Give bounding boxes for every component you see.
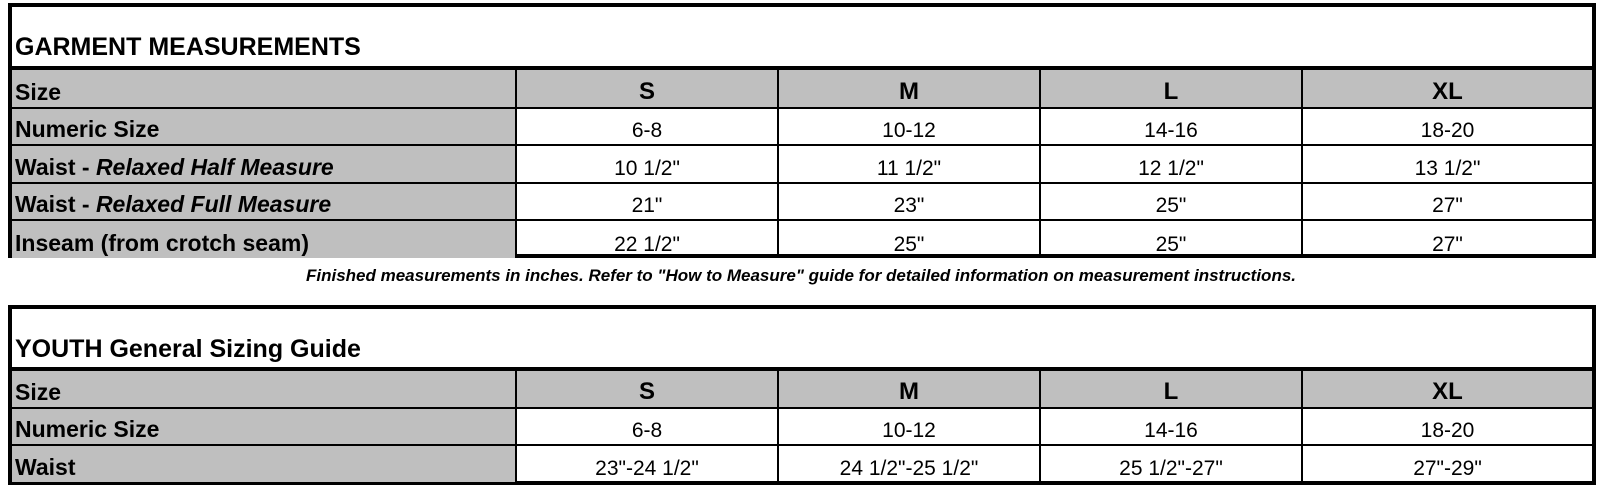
garment-size-m: M: [778, 70, 1040, 108]
garment-grid: [12, 70, 1592, 258]
table-cell: 25 1/2"-27": [1040, 445, 1302, 482]
table-cell: 6-8: [516, 108, 778, 146]
table-cell: 10-12: [778, 408, 1040, 445]
table-row: [12, 145, 1592, 183]
table-cell: 22 1/2": [516, 220, 778, 258]
garment-header-row: [12, 70, 1592, 108]
row-label-text: Waist -: [15, 153, 96, 180]
row-label: [12, 408, 516, 445]
row-label-text: Numeric Size: [15, 416, 160, 442]
row-label-text: Inseam (from crotch seam): [15, 229, 309, 256]
row-label-text: Waist: [15, 454, 76, 480]
table-cell: 18-20: [1302, 108, 1592, 146]
row-label-suffix: Relaxed Full Measure: [95, 191, 332, 218]
table-cell: 14-16: [1040, 108, 1302, 146]
table-row: [12, 445, 1592, 482]
table-row: [12, 108, 1592, 146]
table-cell: 11 1/2": [778, 145, 1040, 183]
row-label-suffix: Relaxed Half Measure: [95, 153, 334, 180]
garment-size-xl: XL: [1302, 70, 1592, 108]
table-cell: 6-8: [516, 408, 778, 445]
table-cell: 25": [778, 220, 1040, 258]
youth-size-l: L: [1040, 371, 1302, 408]
table-row: [12, 408, 1592, 445]
table-cell: 18-20: [1302, 408, 1592, 445]
table-cell: 24 1/2"-25 1/2": [778, 445, 1040, 482]
row-label-text: Waist -: [15, 191, 96, 218]
youth-size-s: S: [516, 371, 778, 408]
row-label: [12, 220, 516, 258]
table-cell: 23": [778, 183, 1040, 221]
youth-size-m: M: [778, 371, 1040, 408]
row-label-text: Numeric Size: [15, 116, 160, 143]
youth-grid: [12, 371, 1592, 482]
table-cell: 27": [1302, 220, 1592, 258]
table-cell: 14-16: [1040, 408, 1302, 445]
youth-size-xl: XL: [1302, 371, 1592, 408]
row-label: [12, 183, 516, 221]
garment-measurements-table: [8, 3, 1596, 258]
table-cell: 13 1/2": [1302, 145, 1592, 183]
youth-sizing-table: [8, 305, 1596, 485]
row-label: [12, 108, 516, 146]
garment-size-l: L: [1040, 70, 1302, 108]
youth-table-title: YOUTH General Sizing Guide: [12, 309, 1592, 371]
row-label: [12, 145, 516, 183]
garment-size-label: Size: [12, 70, 516, 108]
table-row: [12, 220, 1592, 258]
garment-table-title: GARMENT MEASUREMENTS: [12, 7, 1592, 70]
table-cell: 25": [1040, 220, 1302, 258]
table-row: [12, 183, 1592, 221]
row-label: [12, 445, 516, 482]
table-cell: 27": [1302, 183, 1592, 221]
garment-size-s: S: [516, 70, 778, 108]
table-cell: 10 1/2": [516, 145, 778, 183]
table-cell: 23"-24 1/2": [516, 445, 778, 482]
youth-size-label: Size: [12, 371, 516, 408]
table-cell: 21": [516, 183, 778, 221]
measurement-footnote: Finished measurements in inches. Refer to "How to Measure" guide for detailed information on measurement instructions.: [305, 266, 1297, 285]
table-cell: 12 1/2": [1040, 145, 1302, 183]
youth-header-row: [12, 371, 1592, 408]
table-cell: 25": [1040, 183, 1302, 221]
table-cell: 10-12: [778, 108, 1040, 146]
table-cell: 27"-29": [1302, 445, 1592, 482]
